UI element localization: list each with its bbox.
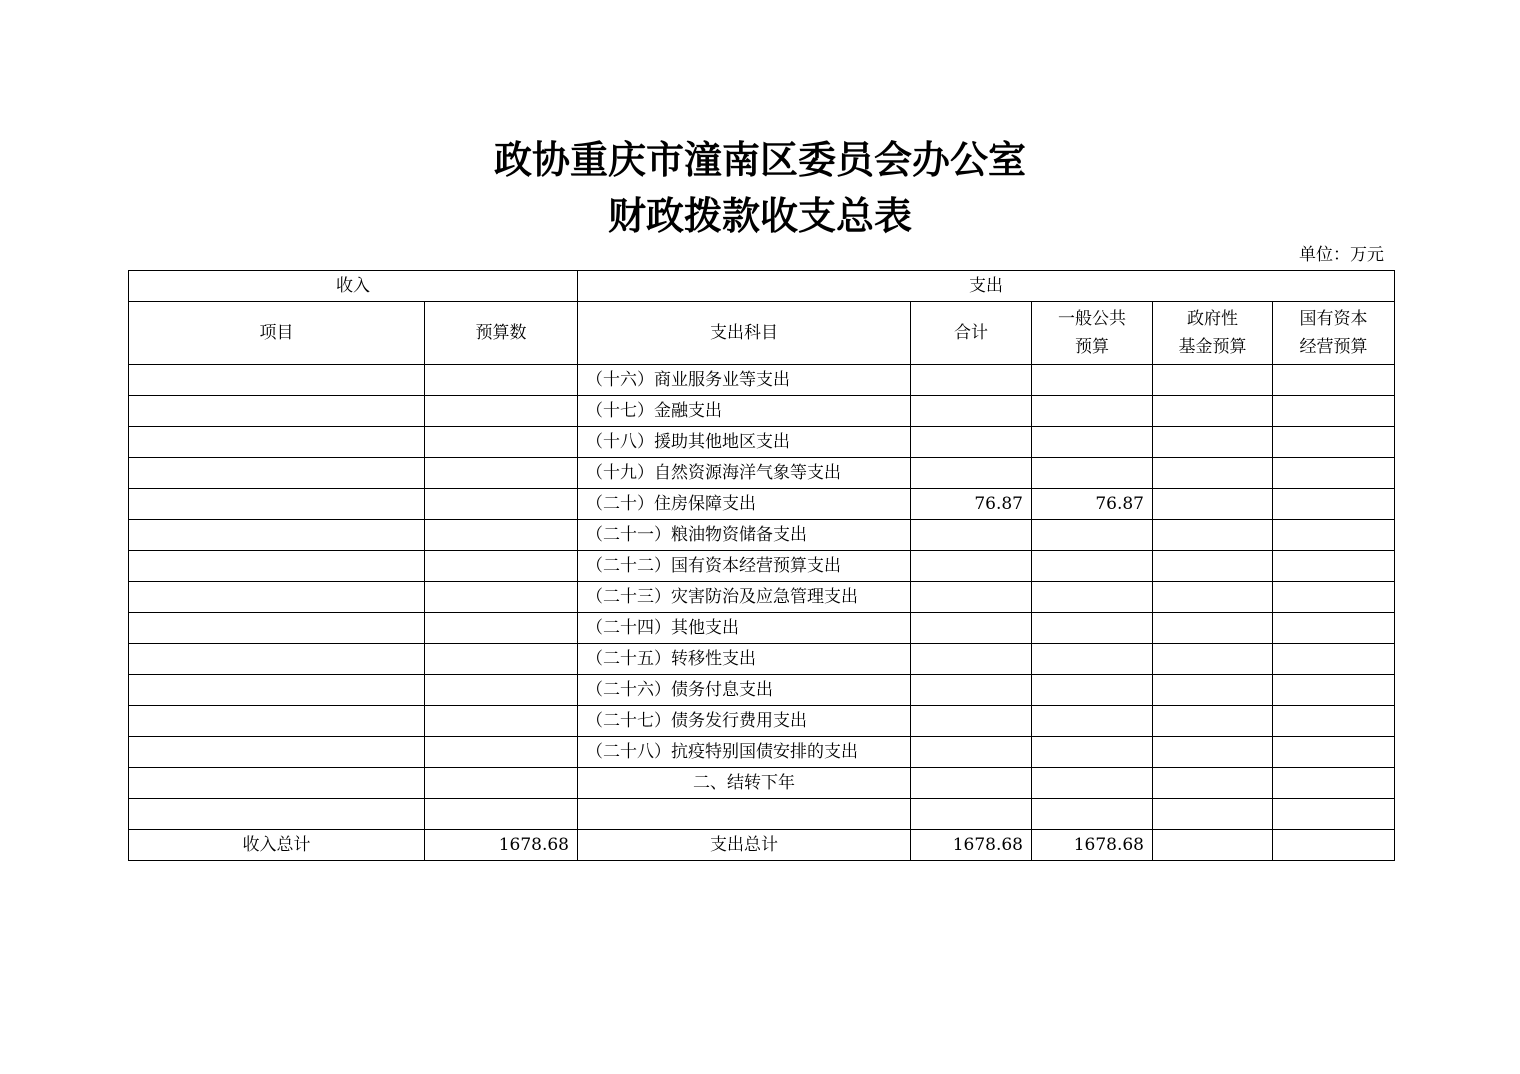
gov-fund-cell	[1153, 458, 1273, 489]
table-row	[129, 427, 1395, 458]
income-total-label: 收入总计	[129, 830, 425, 861]
table-row	[129, 706, 1395, 737]
header-row-1	[129, 271, 1395, 302]
gov-fund-cell	[1153, 799, 1273, 830]
gov-fund-cell	[1153, 582, 1273, 613]
budget-cell	[425, 365, 578, 396]
gov-fund-cell	[1153, 644, 1273, 675]
general-budget-cell	[1032, 396, 1153, 427]
gov-fund-cell	[1153, 427, 1273, 458]
subject-cell: 二、结转下年	[578, 768, 911, 799]
table-row	[129, 396, 1395, 427]
table-row	[129, 613, 1395, 644]
total-cell	[911, 551, 1032, 582]
state-capital-cell	[1273, 489, 1395, 520]
budget-cell	[425, 582, 578, 613]
budget-cell	[425, 706, 578, 737]
table-row	[129, 458, 1395, 489]
state-capital-cell	[1273, 737, 1395, 768]
table-row	[129, 520, 1395, 551]
subject-cell: （二十）住房保障支出	[578, 489, 911, 520]
gov-fund-header	[1153, 302, 1273, 365]
general-budget-header	[1032, 302, 1153, 365]
expense-header: 支出	[578, 271, 1395, 302]
state-capital-header-l2: 经营预算	[1299, 337, 1368, 357]
total-cell	[911, 427, 1032, 458]
expense-total-value: 1678.68	[911, 830, 1032, 861]
state-capital-cell	[1273, 675, 1395, 706]
total-cell	[911, 365, 1032, 396]
general-budget-cell	[1032, 458, 1153, 489]
income-total-value: 1678.68	[425, 830, 578, 861]
subject-cell: （二十三）灾害防治及应急管理支出	[578, 582, 911, 613]
header-row-2	[129, 302, 1395, 365]
general-budget-cell	[1032, 427, 1153, 458]
general-budget-cell	[1032, 706, 1153, 737]
subject-cell: （二十七）债务发行费用支出	[578, 706, 911, 737]
total-cell	[911, 520, 1032, 551]
total-cell	[911, 644, 1032, 675]
item-cell	[129, 396, 425, 427]
item-cell	[129, 365, 425, 396]
state-capital-cell	[1273, 427, 1395, 458]
gov-fund-cell	[1153, 737, 1273, 768]
subject-cell: （十六）商业服务业等支出	[578, 365, 911, 396]
budget-cell	[425, 675, 578, 706]
state-capital-cell	[1273, 582, 1395, 613]
state-capital-cell	[1273, 396, 1395, 427]
subject-cell	[578, 799, 911, 830]
item-cell	[129, 458, 425, 489]
item-cell	[129, 582, 425, 613]
item-cell	[129, 644, 425, 675]
total-header: 合计	[911, 302, 1032, 365]
gov-fund-cell	[1153, 706, 1273, 737]
total-row	[129, 830, 1395, 861]
gov-fund-cell	[1153, 396, 1273, 427]
budget-header: 预算数	[425, 302, 578, 365]
gov-fund-cell	[1153, 365, 1273, 396]
gov-fund-header-l2: 基金预算	[1178, 337, 1247, 357]
state-capital-cell	[1273, 551, 1395, 582]
expense-general-total-value: 1678.68	[1032, 830, 1153, 861]
gov-fund-cell	[1153, 520, 1273, 551]
state-capital-cell	[1273, 706, 1395, 737]
table-row	[129, 582, 1395, 613]
total-cell	[911, 675, 1032, 706]
item-cell	[129, 737, 425, 768]
general-budget-cell	[1032, 675, 1153, 706]
budget-cell	[425, 799, 578, 830]
subject-cell: （十九）自然资源海洋气象等支出	[578, 458, 911, 489]
gov-fund-cell	[1153, 489, 1273, 520]
total-cell	[911, 582, 1032, 613]
page-subtitle: 财政拨款收支总表	[607, 193, 912, 238]
subject-cell: （二十五）转移性支出	[578, 644, 911, 675]
item-cell	[129, 675, 425, 706]
budget-table	[128, 270, 1395, 861]
budget-cell	[425, 613, 578, 644]
item-cell	[129, 427, 425, 458]
item-cell	[129, 706, 425, 737]
budget-cell	[425, 489, 578, 520]
expense-gov-fund-total-value	[1153, 830, 1273, 861]
table-row	[129, 768, 1395, 799]
table-row	[129, 551, 1395, 582]
total-cell	[911, 458, 1032, 489]
budget-cell	[425, 644, 578, 675]
budget-cell	[425, 458, 578, 489]
total-cell	[911, 768, 1032, 799]
budget-cell	[425, 427, 578, 458]
state-capital-cell	[1273, 458, 1395, 489]
gov-fund-cell	[1153, 613, 1273, 644]
subject-cell: （二十四）其他支出	[578, 613, 911, 644]
subject-cell: （十七）金融支出	[578, 396, 911, 427]
general-budget-cell	[1032, 520, 1153, 551]
item-cell	[129, 489, 425, 520]
state-capital-cell	[1273, 799, 1395, 830]
state-capital-cell	[1273, 768, 1395, 799]
general-budget-cell	[1032, 768, 1153, 799]
general-budget-cell	[1032, 644, 1153, 675]
total-cell	[911, 613, 1032, 644]
general-budget-cell	[1032, 613, 1153, 644]
general-budget-header-l1: 一般公共	[1058, 309, 1126, 329]
page-title: 政协重庆市潼南区委员会办公室	[493, 137, 1026, 182]
general-budget-cell	[1032, 365, 1153, 396]
budget-cell	[425, 520, 578, 551]
state-capital-header-l1: 国有资本	[1299, 309, 1368, 329]
state-capital-header	[1273, 302, 1395, 365]
table-row	[129, 799, 1395, 830]
item-header: 项目	[129, 302, 425, 365]
subject-cell: （二十八）抗疫特别国债安排的支出	[578, 737, 911, 768]
general-budget-cell	[1032, 551, 1153, 582]
total-cell: 76.87	[911, 489, 1032, 520]
budget-cell	[425, 396, 578, 427]
item-cell	[129, 768, 425, 799]
item-cell	[129, 799, 425, 830]
total-cell	[911, 396, 1032, 427]
total-cell	[911, 706, 1032, 737]
gov-fund-cell	[1153, 551, 1273, 582]
general-budget-cell	[1032, 582, 1153, 613]
subject-header: 支出科目	[578, 302, 911, 365]
gov-fund-header-l1: 政府性	[1187, 309, 1238, 329]
table-row	[129, 737, 1395, 768]
table-row	[129, 675, 1395, 706]
general-budget-cell	[1032, 799, 1153, 830]
subject-cell: （二十六）债务付息支出	[578, 675, 911, 706]
table-row	[129, 489, 1395, 520]
item-cell	[129, 520, 425, 551]
subject-cell: （十八）援助其他地区支出	[578, 427, 911, 458]
state-capital-cell	[1273, 365, 1395, 396]
state-capital-cell	[1273, 644, 1395, 675]
budget-cell	[425, 551, 578, 582]
expense-total-label: 支出总计	[578, 830, 911, 861]
state-capital-cell	[1273, 520, 1395, 551]
income-header: 收入	[129, 271, 578, 302]
subject-cell: （二十一）粮油物资储备支出	[578, 520, 911, 551]
table-row	[129, 644, 1395, 675]
general-budget-cell: 76.87	[1032, 489, 1153, 520]
item-cell	[129, 613, 425, 644]
expense-state-capital-total-value	[1273, 830, 1395, 861]
general-budget-header-l2: 预算	[1075, 337, 1109, 357]
budget-cell	[425, 737, 578, 768]
total-cell	[911, 737, 1032, 768]
budget-cell	[425, 768, 578, 799]
gov-fund-cell	[1153, 768, 1273, 799]
table-row	[129, 365, 1395, 396]
total-cell	[911, 799, 1032, 830]
general-budget-cell	[1032, 737, 1153, 768]
gov-fund-cell	[1153, 675, 1273, 706]
subject-cell: （二十二）国有资本经营预算支出	[578, 551, 911, 582]
item-cell	[129, 551, 425, 582]
unit-label: 单位：万元	[1299, 245, 1384, 265]
state-capital-cell	[1273, 613, 1395, 644]
